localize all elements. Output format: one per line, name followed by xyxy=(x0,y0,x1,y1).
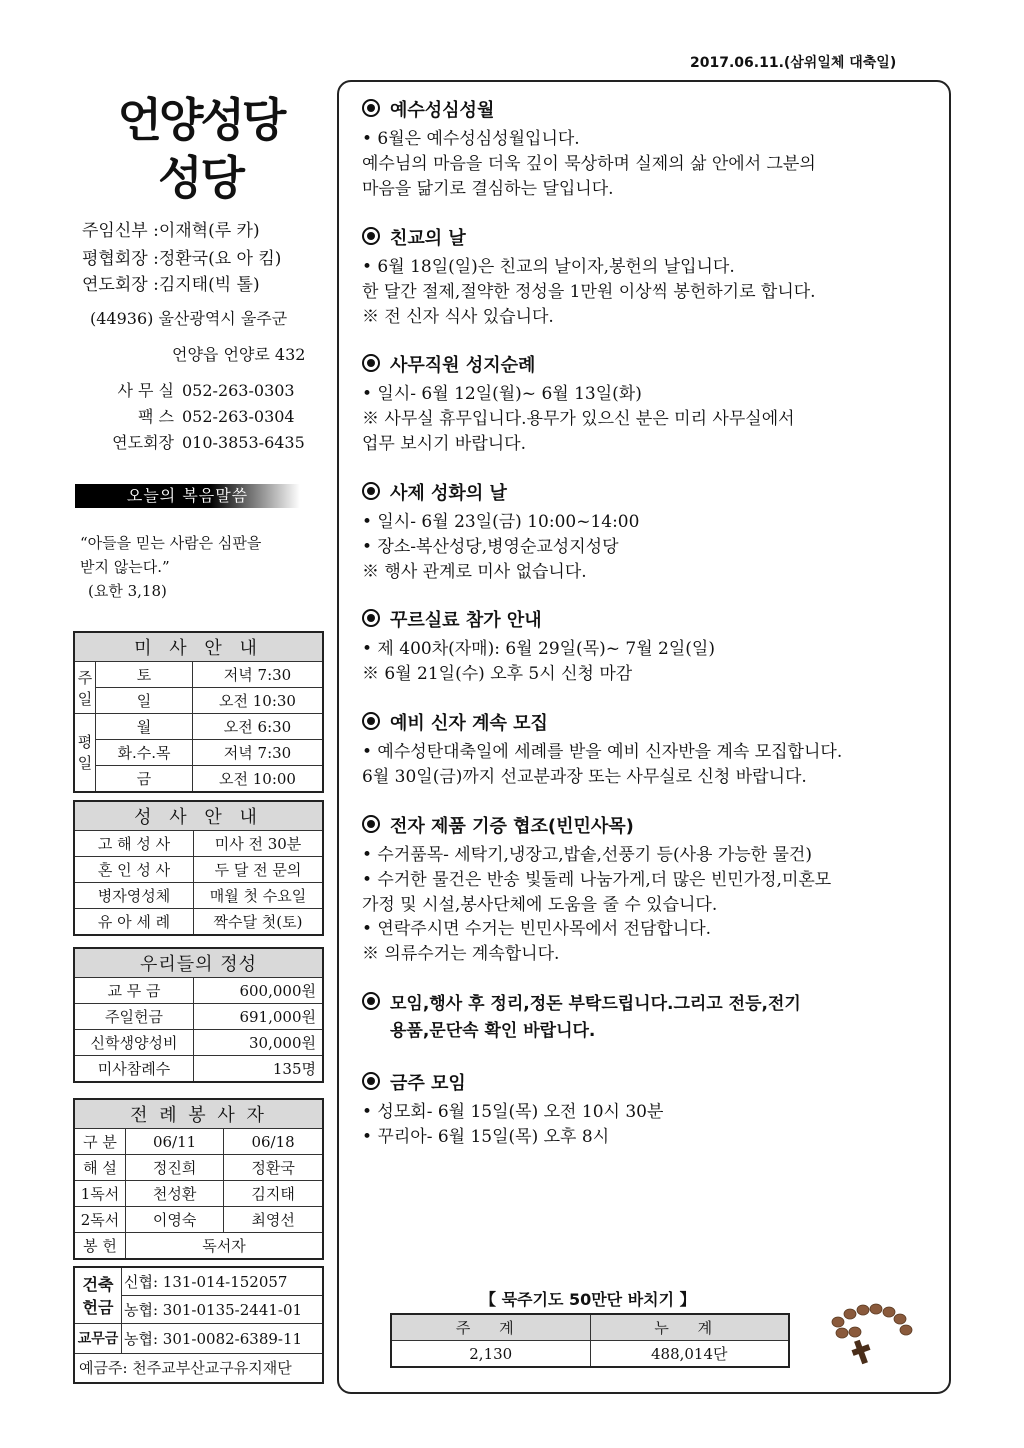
mass-day: 화.수.목 xyxy=(96,740,193,766)
gospel-line2: 받지 않는다.” xyxy=(80,558,170,576)
mass-time: 저녁 7:30 xyxy=(193,662,324,688)
offerings-table xyxy=(73,947,324,1083)
staff-council: 평협회장 :정환국(요 아 킴) xyxy=(82,249,282,269)
rosary-col-weekly: 주 계 xyxy=(391,1314,590,1341)
sacrament-info: 매월 첫 수요일 xyxy=(194,883,324,909)
section-line: • 수거한 물건은 반송 빛둘레 나눔가게,더 많은 빈민가정,미혼모 xyxy=(362,870,832,890)
section-line: ※ 의류수거는 계속합니다. xyxy=(362,944,560,964)
staff-yeondo: 연도회장 :김지태(빅 톨) xyxy=(82,275,260,295)
section-line: • 연락주시면 수거는 빈민사목에서 전담합니다. xyxy=(362,919,712,939)
account-holder: 예금주: 천주교부산교구유지재단 xyxy=(74,1353,323,1383)
sacraments-header: 성 사 안 내 xyxy=(74,801,323,831)
mass-day: 금 xyxy=(96,766,193,792)
section-title-cont: 용품,문단속 확인 바랍니다. xyxy=(390,1021,596,1041)
sacraments-table xyxy=(73,800,324,936)
servers-table xyxy=(73,1098,324,1260)
offering-amount: 135명 xyxy=(194,1056,324,1082)
tithe-label: 교무금 xyxy=(74,1323,122,1353)
section-title: 친교의 날 xyxy=(362,224,466,250)
sacrament-info: 두 달 전 문의 xyxy=(194,857,324,883)
mass-time: 오전 10:30 xyxy=(193,688,324,714)
mass-header: 미 사 안 내 xyxy=(74,632,323,662)
sacrament-name: 유 아 세 례 xyxy=(74,909,194,935)
circle-bullet-icon xyxy=(362,815,380,833)
building-account-1: 신협: 131-014-152057 xyxy=(122,1267,324,1295)
section-line: • 일시- 6월 12일(월)~ 6월 13일(화) xyxy=(362,384,642,404)
address-line2: 언양읍 언양로 432 xyxy=(172,345,306,364)
tithe-account: 농협: 301-0082-6389-11 xyxy=(122,1323,324,1353)
mass-time: 오전 6:30 xyxy=(193,714,324,740)
server-role: 해 설 xyxy=(74,1155,126,1181)
contact-office: 사 무 실 052-263-0303 xyxy=(117,381,295,400)
section-line: • 예수성탄대축일에 세례를 받을 예비 신자반을 계속 모집합니다. xyxy=(362,742,843,762)
sacrament-info: 짝수달 첫(토) xyxy=(194,909,324,935)
server-name: 정환국 xyxy=(224,1155,323,1181)
section-title: 꾸르실료 참가 안내 xyxy=(362,606,542,632)
sacrament-name: 고 해 성 사 xyxy=(74,831,194,857)
section-title: 예수성심성월 xyxy=(362,96,494,122)
gospel-header: 오늘의 복음말씀 xyxy=(75,484,300,508)
sacrament-info: 미사 전 30분 xyxy=(194,831,324,857)
section-title: 사제 성화의 날 xyxy=(362,479,507,505)
staff-pastor: 주임신부 :이재혁(루 카) xyxy=(82,221,260,241)
section-line: • 성모회- 6월 15일(목) 오전 10시 30분 xyxy=(362,1102,664,1122)
section-line: ※ 전 신자 식사 있습니다. xyxy=(362,307,554,327)
server-name: 천성환 xyxy=(126,1181,224,1207)
parish-title: 언양성당 xyxy=(117,93,284,147)
offering-name: 주일헌금 xyxy=(74,1004,194,1030)
circle-bullet-icon xyxy=(362,354,380,372)
circle-bullet-icon xyxy=(362,227,380,245)
servers-header: 전 례 봉 사 자 xyxy=(74,1099,323,1129)
issue-date: 2017.06.11.(삼위일체 대축일) xyxy=(690,55,897,71)
section-line: • 제 400차(자매): 6월 29일(목)~ 7월 2일(일) xyxy=(362,639,715,659)
offering-name: 신학생양성비 xyxy=(74,1030,194,1056)
section-line: 가정 및 시설,봉사단체에 도움을 줄 수 있습니다. xyxy=(362,895,718,915)
mass-time: 오전 10:00 xyxy=(193,766,324,792)
offering-amount: 691,000원 xyxy=(194,1004,324,1030)
section-line: • 6월은 예수성심성월입니다. xyxy=(362,129,580,149)
rosary-title: 【 묵주기도 50만단 바치기 】 xyxy=(480,1290,696,1309)
sacrament-name: 병자영성체 xyxy=(74,883,194,909)
offering-name: 미사참례수 xyxy=(74,1056,194,1082)
section-line: • 장소-복산성당,병영순교성지성당 xyxy=(362,537,619,557)
rosary-col-total: 누 계 xyxy=(590,1314,789,1341)
section-title: 전자 제품 기증 협조(빈민사목) xyxy=(362,812,634,838)
contact-yeondo: 연도회장 010-3853-6435 xyxy=(112,433,305,452)
circle-bullet-icon xyxy=(362,482,380,500)
accounts-table xyxy=(73,1266,324,1384)
section-title: 사무직원 성지순례 xyxy=(362,351,535,377)
building-fund-label: 건축헌금 xyxy=(74,1267,122,1323)
server-name: 김지태 xyxy=(224,1181,323,1207)
rosary-total-value: 488,014단 xyxy=(590,1341,789,1368)
section-line: 6월 30일(금)까지 선교분과장 또는 사무실로 신청 바랍니다. xyxy=(362,767,807,787)
server-col: 06/11 xyxy=(126,1129,224,1155)
circle-bullet-icon xyxy=(362,992,380,1010)
circle-bullet-icon xyxy=(362,712,380,730)
mass-day: 월 xyxy=(96,714,193,740)
section-line: ※ 행사 관계로 미사 없습니다. xyxy=(362,562,587,582)
offering-amount: 30,000원 xyxy=(194,1030,324,1056)
rosary-weekly-value: 2,130 xyxy=(391,1341,590,1368)
section-line: • 일시- 6월 23일(금) 10:00~14:00 xyxy=(362,512,640,532)
offerings-header: 우리들의 정성 xyxy=(74,948,323,978)
server-col: 구 분 xyxy=(74,1129,126,1155)
sacrament-name: 혼 인 성 사 xyxy=(74,857,194,883)
server-role: 1독서 xyxy=(74,1181,126,1207)
server-name: 정진희 xyxy=(126,1155,224,1181)
contact-fax: 팩 스 052-263-0304 xyxy=(138,407,295,426)
sunday-label: 주일 xyxy=(74,662,96,714)
server-role: 2독서 xyxy=(74,1207,126,1233)
mass-schedule-table xyxy=(73,631,324,793)
rosary-icon xyxy=(828,1300,918,1370)
server-name: 이영숙 xyxy=(126,1207,224,1233)
server-name: 최영선 xyxy=(224,1207,323,1233)
circle-bullet-icon xyxy=(362,99,380,117)
section-line: 마음을 닮기로 결심하는 달입니다. xyxy=(362,179,614,199)
offering-name: 교 무 금 xyxy=(74,978,194,1004)
server-role: 봉 헌 xyxy=(74,1233,126,1259)
section-line: 예수님의 마음을 더욱 깊이 묵상하며 실제의 삶 안에서 그분의 xyxy=(362,154,816,174)
section-line: • 6월 18일(일)은 친교의 날이자,봉헌의 날입니다. xyxy=(362,257,735,277)
parish-title-line2: 성당 xyxy=(158,151,243,205)
server-col: 06/18 xyxy=(224,1129,323,1155)
server-name: 독서자 xyxy=(126,1233,324,1259)
section-line: • 꾸리아- 6월 15일(목) 오후 8시 xyxy=(362,1127,610,1147)
circle-bullet-icon xyxy=(362,609,380,627)
offering-amount: 600,000원 xyxy=(194,978,324,1004)
section-title: 금주 모임 xyxy=(362,1069,466,1095)
address-line1: (44936) 울산광역시 울주군 xyxy=(90,309,288,328)
mass-day: 토 xyxy=(96,662,193,688)
section-title: 모임,행사 후 정리,정돈 부탁드립니다.그리고 전등,전기 xyxy=(362,989,801,1014)
section-line: 업무 보시기 바랍니다. xyxy=(362,434,527,454)
weekday-label: 평일 xyxy=(74,714,96,792)
mass-time: 저녁 7:30 xyxy=(193,740,324,766)
mass-day: 일 xyxy=(96,688,193,714)
circle-bullet-icon xyxy=(362,1072,380,1090)
section-line: ※ 사무실 휴무입니다.용무가 있으신 분은 미리 사무실에서 xyxy=(362,409,795,429)
gospel-line1: “아들을 믿는 사람은 심판을 xyxy=(80,534,262,552)
section-line: • 수거품목- 세탁기,냉장고,밥솥,선풍기 등(사용 가능한 물건) xyxy=(362,845,812,865)
gospel-reference: (요한 3,18) xyxy=(88,582,167,600)
section-line: ※ 6월 21일(수) 오후 5시 신청 마감 xyxy=(362,664,633,684)
rosary-table xyxy=(390,1313,790,1368)
section-line: 한 달간 절제,절약한 정성을 1만원 이상씩 봉헌하기로 합니다. xyxy=(362,282,816,302)
building-account-2: 농협: 301-0135-2441-01 xyxy=(122,1295,324,1323)
section-title: 예비 신자 계속 모집 xyxy=(362,709,548,735)
